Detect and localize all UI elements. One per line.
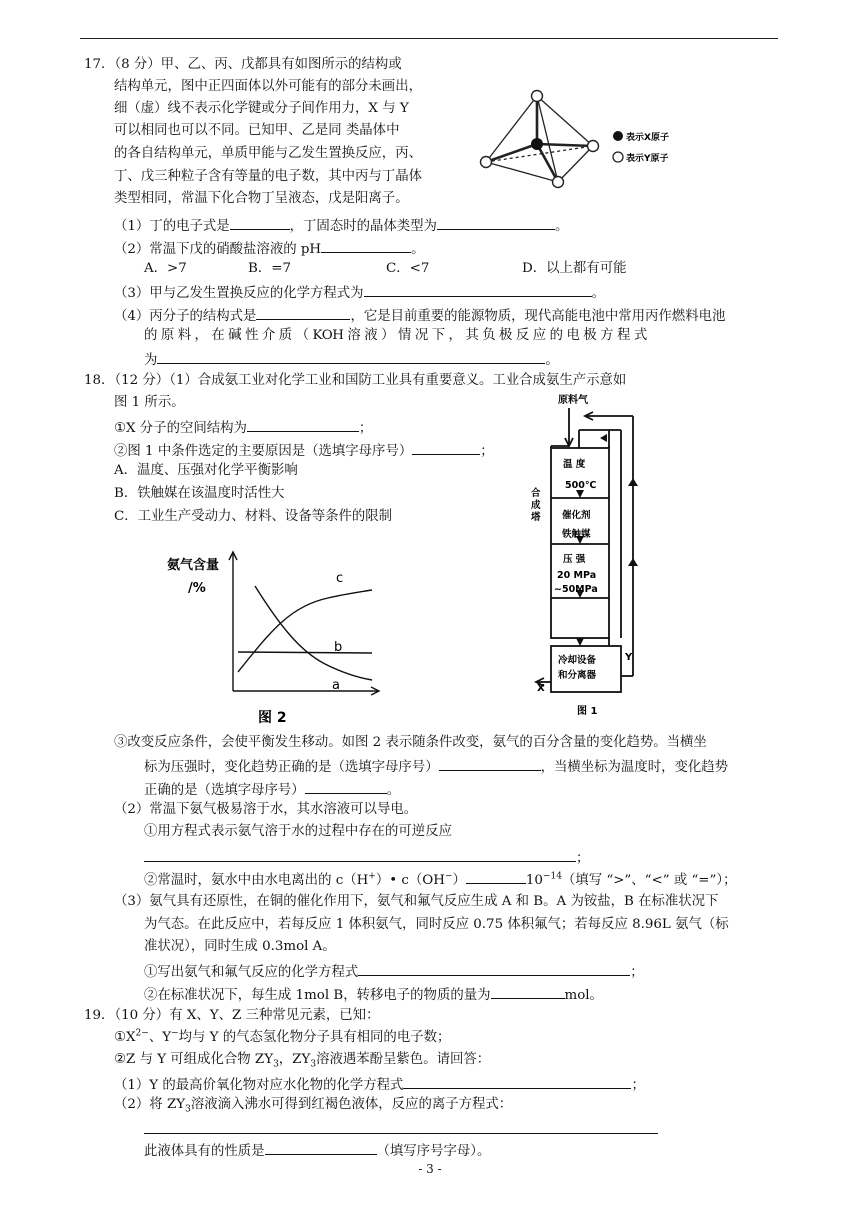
- q18-part2: （2）常温下氨气极易溶于水，其水溶液可以导电。: [114, 802, 418, 817]
- page-number: - 3 -: [418, 1162, 442, 1176]
- answer-blank[interactable]: [358, 962, 630, 976]
- q17-option-b: B．=7: [248, 261, 291, 276]
- label-c: c: [336, 571, 344, 586]
- q19-cond1: $①X^{2-}$、Y−均与 Y 的气态氢化物分子具有相同的电子数；: [114, 1028, 451, 1045]
- separator-label-1: 冷却设备: [558, 655, 597, 666]
- q17-line: 的各自结构单元，单质甲能与乙发生置换反应，丙、: [114, 146, 422, 161]
- pressure-label: 压 强: [563, 554, 586, 565]
- answer-blank[interactable]: [466, 870, 526, 884]
- catalyst-label: 催化剂: [562, 510, 591, 521]
- temp-value: 500℃: [565, 480, 597, 491]
- q18-head: 18．（12 分）（1）合成氨工业对化学工业和国防工业具有重要意义。工业合成氨生产示意如: [84, 373, 627, 388]
- q18-part3: （3）氨气具有还原性，在铜的催化作用下，氨气和氟气反应生成 A 和 B。A 为铵盐，B 在标准状况下: [114, 894, 719, 909]
- q17-option-c: C．<7: [386, 261, 430, 276]
- fig2-yunit: /%: [188, 581, 206, 596]
- legend-x-label: 表示X原子: [626, 133, 669, 143]
- q17-p4: （4）丙分子的结构式是 ，它是目前重要的能源物质，现代高能电池中常用丙作燃料电池: [114, 306, 725, 325]
- q19-cond2: ②Z 与 Y 可组成化合物 $ZY_3$，$ZY_3$溶液遇苯酚呈紫色。请回答：: [114, 1052, 491, 1070]
- q18-part2-q1-blank: ；: [144, 848, 589, 867]
- fig1-caption: 图 1: [577, 706, 598, 717]
- q19-q1: （1）Y 的最高价氧化物对应水化物的化学方程式 ；: [114, 1075, 645, 1094]
- q18-q2: ②图 1 中条件选定的主要原因是（选填字母序号） ；: [114, 441, 494, 460]
- legend-y-dot: [613, 152, 623, 162]
- separator-label-2: 和分离器: [558, 670, 597, 681]
- q18-part3-q2: ②在标准状况下，每生成 1mol B，转移电子的物质的量为 mol。: [144, 985, 603, 1004]
- legend-x-dot: [613, 131, 623, 141]
- q17-line: 可以相同也可以不同。已知甲、乙是同 类晶体中: [114, 123, 400, 138]
- answer-blank[interactable]: [256, 306, 350, 320]
- q18-q3: ③改变反应条件，会使平衡发生移动。如图 2 表示随条件改变，氨气的百分含量的变化趋势。当横坐: [114, 735, 707, 750]
- feed-gas-label: 原料气: [558, 395, 588, 406]
- curve-c: [238, 590, 372, 672]
- cooling-separator: [551, 646, 621, 692]
- curve-a: [255, 586, 372, 680]
- q17-option-d: D．以上都有可能: [522, 261, 627, 276]
- header-rule: [80, 38, 778, 39]
- figure-2-graph: [160, 546, 390, 726]
- answer-blank[interactable]: [439, 757, 541, 771]
- fig2-ylabel: 氨气含量: [167, 558, 220, 573]
- q19-head: 19．（10 分）有 X、Y、Z 三种常见元素，已知：: [84, 1008, 380, 1023]
- answer-blank[interactable]: [491, 985, 565, 999]
- fig2-caption: 图 2: [258, 710, 287, 726]
- pressure-value-1: 20 MPa: [557, 570, 597, 581]
- q17-line: 丁、戊三种粒子含有等量的电子数，其中丙与丁晶体: [114, 169, 422, 184]
- line-b: [238, 652, 372, 653]
- x-atom: [531, 138, 543, 150]
- stream-y-label: Y: [625, 652, 633, 663]
- answer-blank[interactable]: [412, 441, 480, 455]
- q18-line: 图 1 所示。: [114, 395, 185, 410]
- answer-blank[interactable]: [230, 216, 290, 230]
- answer-blank[interactable]: [247, 418, 359, 432]
- answer-blank[interactable]: [321, 239, 411, 253]
- answer-blank[interactable]: [157, 350, 545, 364]
- q17-head: 17．（8 分）甲、乙、丙、戊都具有如图所示的结构或: [84, 57, 402, 72]
- q17-p2: （2）常温下戊的硝酸盐溶液的 pH 。: [114, 239, 425, 258]
- temp-label: 温 度: [563, 459, 586, 470]
- y-atom: [588, 141, 599, 152]
- q17-p3: （3）甲与乙发生置换反应的化学方程式为 。: [114, 283, 605, 302]
- q18-q3-end: 正确的是（选填字母序号） 。: [144, 780, 400, 799]
- answer-blank[interactable]: [437, 216, 555, 230]
- q18-part2-q2: ②常温时，氨水中由水电离出的 c（H+）• c（OH−） $10^{-14}$（填写 “>”、“<” 或 “=”）；: [144, 871, 737, 888]
- q17-option-a: A．>7: [144, 261, 187, 276]
- q18-part3-cont: 准状况），同时生成 0.3mol A。: [144, 939, 336, 954]
- q19-q2-prop: 此液体具有的性质是 （填写序号字母）。: [144, 1141, 490, 1160]
- q17-line: 细（虚）线不表示化学键或分子间作用力，X 与 Y: [114, 101, 409, 116]
- stream-x-label: X: [537, 683, 545, 694]
- q18-q3-cont: 标为压强时，变化趋势正确的是（选填字母序号） ，当横坐标为温度时，变化趋势: [144, 757, 728, 776]
- label-a: a: [332, 678, 340, 693]
- answer-blank[interactable]: [364, 283, 592, 297]
- y-atom: [553, 177, 564, 188]
- q19-q2: （2）将 $ZY_3$溶液滴入沸水可得到红褐色液体，反应的离子方程式：: [114, 1097, 513, 1115]
- q18-q1: ①X 分子的空间结构为 ；: [114, 418, 372, 437]
- legend-y-label: 表示Y原子: [626, 154, 669, 164]
- label-b: b: [334, 640, 343, 655]
- q17-line: 类型相同，常温下化合物丁呈液态，戊是阳离子。: [114, 191, 409, 206]
- tetrahedron-figure: [470, 82, 690, 202]
- y-atom: [481, 157, 492, 168]
- q17-p4-end: 为 。: [144, 350, 559, 369]
- q18-option-b: B．铁触媒在该温度时活性大: [114, 486, 285, 501]
- answer-blank[interactable]: [305, 780, 387, 794]
- answer-blank[interactable]: [403, 1075, 631, 1089]
- y-atom: [532, 91, 543, 102]
- q17-line: 结构单元，图中正四面体以外可能有的部分未画出，: [114, 79, 422, 94]
- q18-option-c: C．工业生产受动力、材料、设备等条件的限制: [114, 509, 393, 524]
- q17-p1: （1）丁的电子式是 ，丁固态时的晶体类型为 。: [114, 216, 568, 235]
- q18-part2-q1: ①用方程式表示氨气溶于水的过程中存在的可逆反应: [144, 824, 452, 839]
- answer-blank[interactable]: [144, 848, 576, 862]
- q18-option-a: A．温度、压强对化学平衡影响: [114, 463, 298, 478]
- figure-1-diagram: [525, 386, 650, 721]
- q19-q2-blank: [144, 1120, 658, 1139]
- answer-blank[interactable]: [144, 1120, 658, 1134]
- q17-p4-cont: 的 原 料 ， 在 碱 性 介 质 （ KOH 溶 液 ） 情 况 下 ， 其 负 极 反 应 的 电 极 方 程 式: [144, 328, 647, 343]
- answer-blank[interactable]: [265, 1141, 377, 1155]
- pressure-value-2: ~50MPa: [554, 584, 598, 595]
- q18-part3-q1: ①写出氨气和氟气反应的化学方程式 ；: [144, 962, 644, 981]
- catalyst-value: 铁触媒: [562, 529, 591, 540]
- q18-part3-cont: 为气态。在此反应中，若每反应 1 体积氨气，同时反应 0.75 体积氟气；若每反应 8.96L 氨气（标: [144, 917, 729, 932]
- tower-label: 合成塔: [531, 488, 541, 523]
